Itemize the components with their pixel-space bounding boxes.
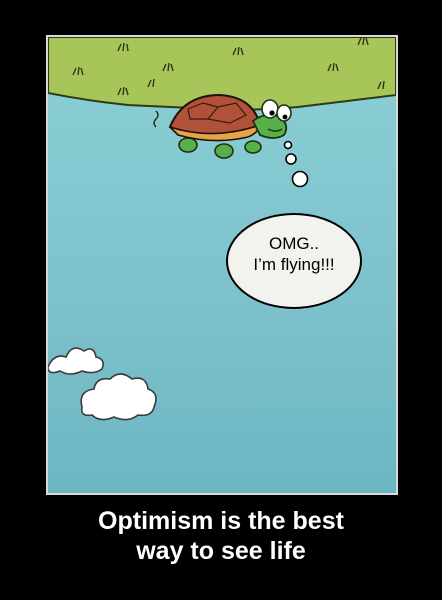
caption-line-2: way to see life <box>136 537 306 565</box>
thought-bubble-text <box>234 233 354 275</box>
poster-caption <box>0 506 442 566</box>
thought-line-2: I’m flying!!! <box>253 255 335 274</box>
comic-frame <box>46 35 398 495</box>
thought-line-1: OMG.. <box>268 234 320 253</box>
caption-line-1: Optimism is the best <box>98 507 344 535</box>
